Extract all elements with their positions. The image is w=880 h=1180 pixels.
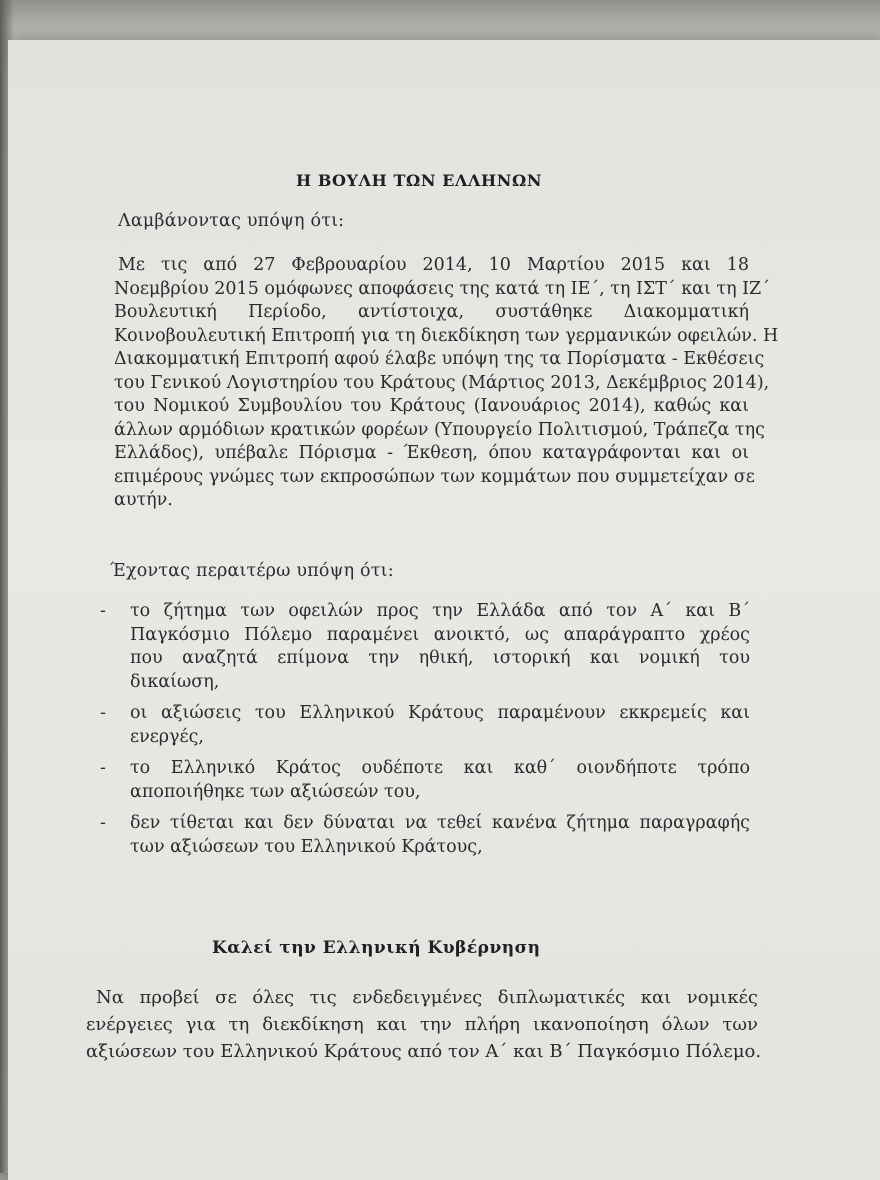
list-item	[100, 702, 760, 749]
closing-line: ενέργειες για τη διεκδίκηση και την πλήρη ικανοποίηση όλων των	[86, 1014, 758, 1035]
bullet-line: το Ελληνικό Κράτος ουδέποτε και καθ΄ οιονδήποτε τρόπο	[130, 758, 750, 778]
closing-paragraph	[86, 984, 762, 1065]
bullet-line: δεν τίθεται και δεν δύναται να τεθεί κανένα ζήτημα παραγραφής	[130, 813, 750, 833]
paragraph-1-line: Κοινοβουλευτική Επιτροπή για τη διεκδίκηση των γερμανικών οφειλών. Η	[114, 325, 779, 346]
list-item	[100, 600, 760, 694]
list-item	[100, 812, 760, 859]
list-item	[100, 757, 760, 804]
paragraph-1-line: Νοεμβρίου 2015 ομόφωνες αποφάσεις της κατά τη ΙΕ΄, τη ΙΣΤ΄ και τη ΙΖ΄	[114, 278, 770, 299]
bullet-list	[100, 600, 760, 859]
bullet-line: οι αξιώσεις του Ελληνικού Κράτους παραμένουν εκκρεμείς και	[130, 703, 750, 723]
intro2-text: Έχοντας περαιτέρω υπόψη ότι:	[110, 561, 394, 581]
bullet-dash: -	[100, 703, 106, 723]
bullet-dash: -	[100, 813, 106, 833]
bullet-line: το ζήτημα των οφειλών προς την Ελλάδα από τον Α΄ και Β΄	[130, 601, 750, 621]
intro-text: Λαμβάνοντας υπόψη ότι:	[118, 211, 345, 231]
paragraph-1-line: Με τις από 27 Φεβρουαρίου 2014, 10 Μαρτίου 2015 και 18	[118, 255, 749, 275]
paragraph-1-line: Ελλάδος), υπέβαλε Πόρισμα - Έκθεση, όπου καταγράφονται και οι	[114, 443, 749, 463]
paragraph-1-line: Βουλευτική Περίοδο, αντίστοιχα, συστάθηκε Διακομματική	[114, 302, 749, 322]
bullet-line: που αναζητά επίμονα την ηθική, ιστορική και νομική του	[130, 648, 750, 668]
bullet-line: αποποιήθηκε των αξιώσεών του,	[130, 781, 421, 802]
bullet-dash: -	[100, 601, 106, 621]
closing-line: Να προβεί σε όλες τις ενδεδειγμένες διπλωματικές και νομικές	[96, 987, 758, 1008]
bullet-dash: -	[100, 758, 106, 778]
paragraph-1-line: του Νομικού Συμβουλίου του Κράτους (Ιανουάριος 2014), καθώς και	[114, 396, 749, 416]
closing-line: αξιώσεων του Ελληνικού Κράτους από τον Α΄ και Β΄ Παγκόσμιο Πόλεμο.	[86, 1041, 762, 1062]
bullet-line: ενεργές,	[130, 726, 204, 747]
paragraph-1-line: επιμέρους γνώμες των εκπροσώπων των κομμάτων που συμμετείχαν σε	[114, 466, 755, 487]
bullet-line: των αξιώσεων του Ελληνικού Κράτους,	[130, 836, 483, 857]
section-heading: Καλεί την Ελληνική Κυβέρνηση	[212, 938, 541, 958]
paragraph-1-line: του Γενικού Λογιστηρίου του Κράτους (Μάρτιος 2013, Δεκέμβριος 2014),	[114, 372, 770, 393]
paragraph-1-line: άλλων αρμόδιων κρατικών φορέων (Υπουργείο Πολιτισμού, Τράπεζα της	[114, 419, 765, 440]
paragraph-1	[114, 254, 779, 513]
paragraph-1-line: Διακομματική Επιτροπή αφού έλαβε υπόψη της τα Πορίσματα - Εκθέσεις	[114, 349, 765, 369]
bullet-line: Παγκόσμιο Πόλεμο παραμένει ανοικτό, ως απαράγραπτο χρέος	[130, 624, 750, 645]
document-title: Η ΒΟΥΛΗ ΤΩΝ ΕΛΛΗΝΩΝ	[296, 171, 543, 190]
paragraph-1-line: αυτήν.	[114, 490, 173, 510]
bullet-line: δικαίωση,	[130, 671, 220, 692]
